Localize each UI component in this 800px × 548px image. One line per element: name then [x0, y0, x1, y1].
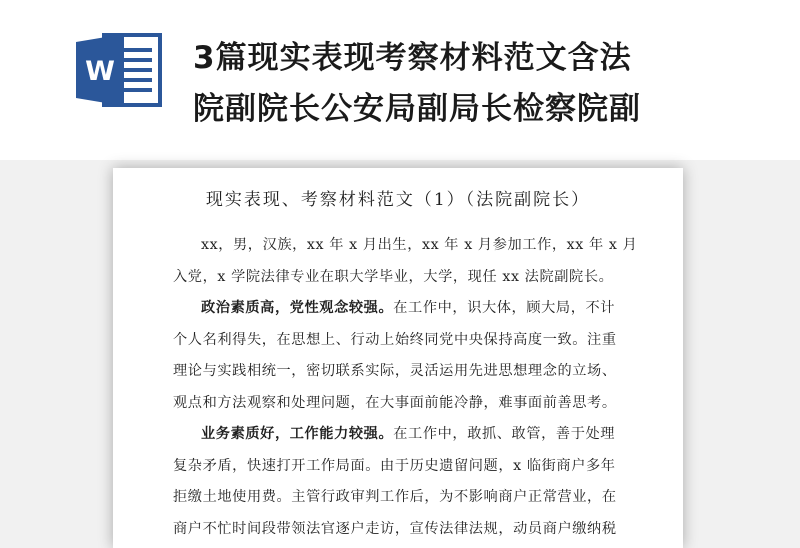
doc-line: 观点和方法观察和处理问题，在大事面前能冷静，难事面前善思考。: [173, 394, 617, 411]
title-line-2: 院副院长公安局副局长检察院副: [193, 91, 641, 127]
page-title: [193, 33, 753, 135]
doc-line: 复杂矛盾，快速打开工作局面。由于历史遗留问题，x 临街商户多年: [173, 457, 616, 474]
doc-line-text: 在工作中，识大体，顾大局，不计: [393, 300, 616, 316]
doc-line: 拒缴土地使用费。主管行政审判工作后，为不影响商户正常营业，在: [173, 489, 617, 505]
doc-line: 理论与实践相统一，密切联系实际，灵活运用先进思想理念的立场、: [173, 363, 617, 379]
doc-line: [173, 293, 655, 325]
doc-line: 入党，x 学院法律专业在职大学毕业，大学，现任 xx 法院副院长。: [173, 268, 614, 285]
document-preview-page: [113, 168, 683, 548]
doc-line: 商户不忙时间段带领法官逐户走访，宣传法律法规，动员商户缴纳税: [173, 520, 617, 537]
logo-letter: W: [85, 56, 115, 87]
doc-line: [173, 419, 655, 451]
header-banner: [0, 0, 800, 160]
word-document-icon: [76, 32, 164, 108]
document-body: [173, 230, 655, 545]
doc-line: xx，男，汉族，xx 年 x 月出生，xx 年 x 月参加工作，xx 年 x 月: [201, 237, 638, 253]
doc-bold-lead: 政治素质高，党性观念较强。: [201, 300, 394, 316]
doc-line: 个人名利得失，在思想上、行动上始终同党中央保持高度一致。注重: [173, 331, 617, 348]
document-heading: 现实表现、考察材料范文（1）（法院副院长）: [205, 190, 591, 210]
doc-bold-lead: 业务素质好，工作能力较强。: [201, 426, 394, 442]
doc-line-text: 在工作中，敢抓、敢管，善于处理: [393, 426, 616, 442]
title-line-1: 3篇现实表现考察材料范文含法: [193, 40, 632, 76]
